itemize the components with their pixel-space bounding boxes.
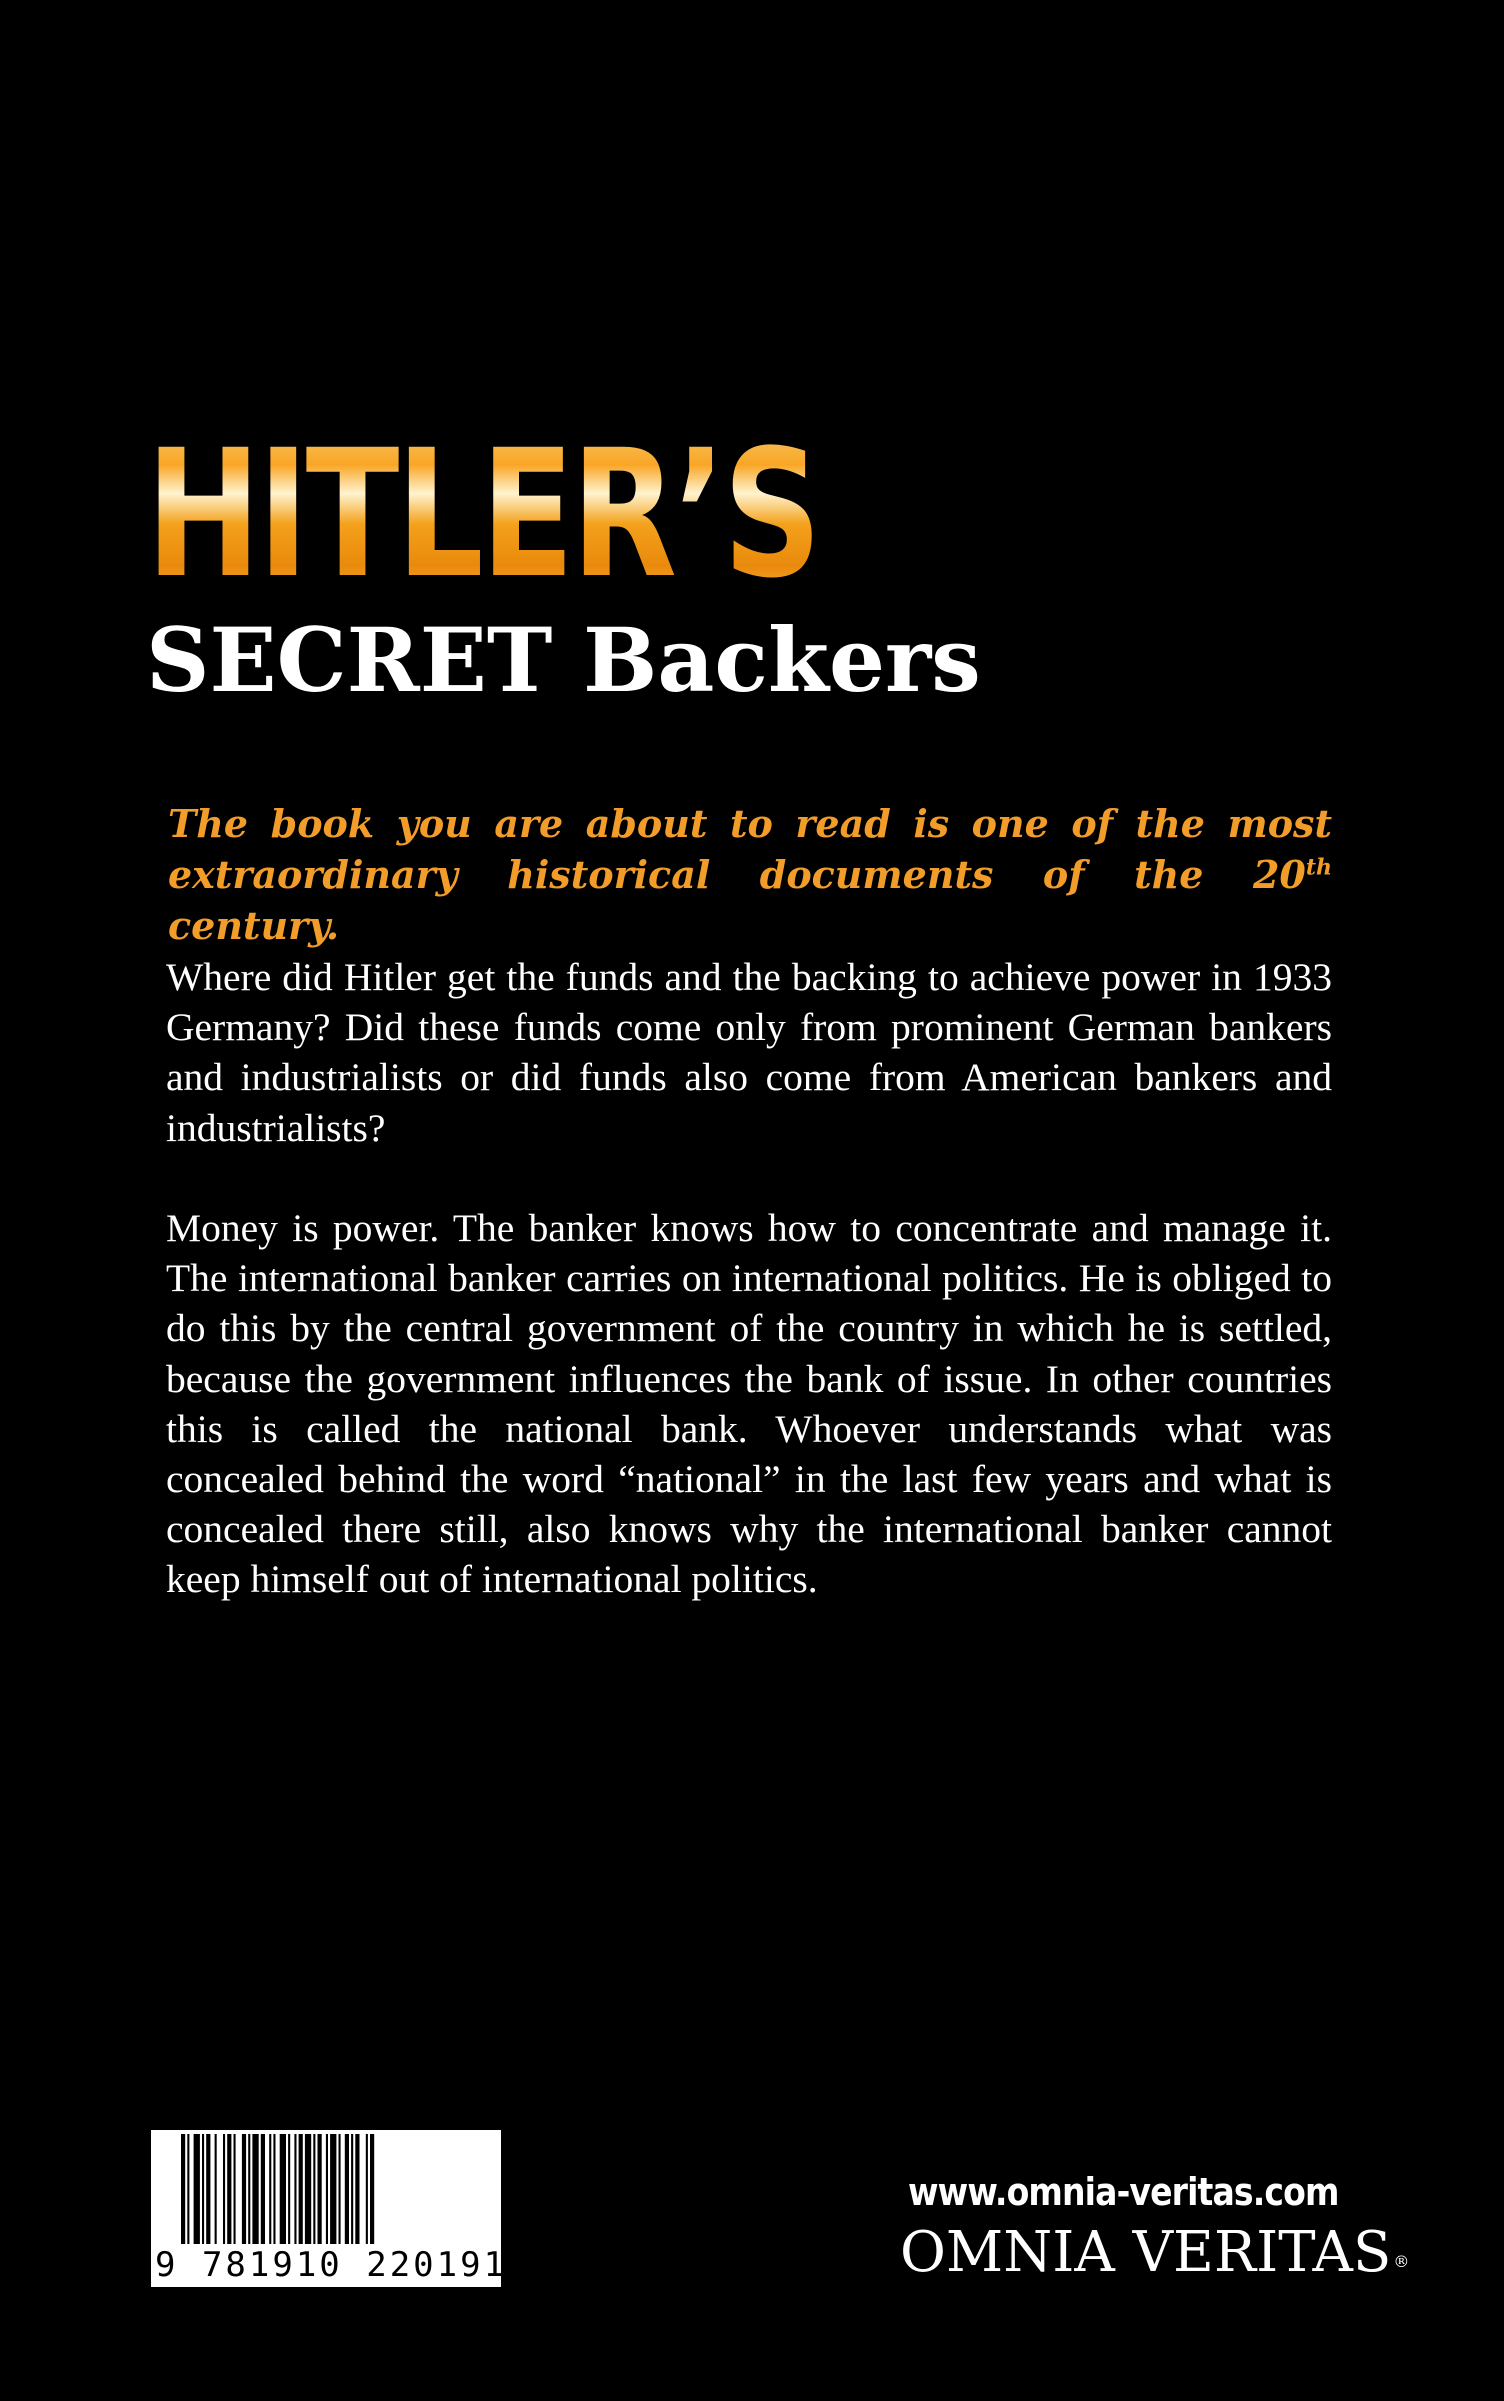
barcode-bar <box>313 2134 315 2244</box>
blurb-paragraph-1: Where did Hitler get the funds and the backing to achieve power in 1933 Germany? Did these funds come only from prominent German bankers and industrialists or did funds also come from American bankers and industrialists? <box>166 955 1332 1150</box>
barcode-bar <box>269 2134 271 2244</box>
blurb-paragraph-2: Money is power. The banker knows how to concentrate and manage it. The international banker carries on international politics. He is obliged to do this by the central government of the country in which he is settled, because the government influences the bank of issue. In other countries this is called the national bank. Whoever understands what was concealed behind the word “national” in the last few years and what is concealed there still, also knows why the international banker cannot keep himself out of international politics. <box>166 1206 1332 1602</box>
barcode-bar <box>288 2134 290 2244</box>
barcode-bar <box>181 2134 185 2244</box>
barcode-bar <box>370 2134 374 2244</box>
book-title-main: HITLER’S <box>146 412 819 617</box>
tagline-text: The book you are about to read is one of the most extraordinary historical documents of the 20 <box>168 801 1332 897</box>
barcode-bar <box>273 2134 275 2244</box>
barcode-bar <box>318 2134 322 2244</box>
barcode-bar <box>252 2134 258 2244</box>
barcode-bar <box>351 2134 353 2244</box>
barcode-bar <box>339 2134 341 2244</box>
barcode-bar <box>227 2134 231 2244</box>
isbn-digits: 9 781910 220191 <box>155 2245 508 2285</box>
publisher-logo-text: OMNIA VERITAS <box>900 2220 1392 2285</box>
barcode-bar <box>355 2134 359 2244</box>
barcode-bar <box>299 2134 303 2244</box>
barcode-bar <box>215 2134 217 2244</box>
barcode-bar <box>187 2134 189 2244</box>
barcode-bar <box>326 2134 328 2244</box>
barcode-bar <box>330 2134 336 2244</box>
barcode-bar <box>248 2134 250 2244</box>
barcode-bar <box>206 2134 210 2244</box>
barcode-bar <box>305 2134 311 2244</box>
barcode-bar <box>261 2134 265 2244</box>
barcode-bar <box>223 2134 225 2244</box>
tagline-superscript: th <box>1305 854 1332 881</box>
barcode-bar <box>242 2134 246 2244</box>
barcode-bar <box>194 2134 200 2244</box>
barcode-bar <box>280 2134 286 2244</box>
registered-mark: ® <box>1393 2252 1410 2271</box>
barcode-bar <box>294 2134 296 2244</box>
tagline <box>168 798 1332 951</box>
barcode-bar <box>345 2134 349 2244</box>
tagline-text-end: century. <box>168 903 340 948</box>
barcode-bar <box>366 2134 368 2244</box>
barcode-bar <box>202 2134 204 2244</box>
barcode-bar <box>234 2134 236 2244</box>
publisher-website: www.omnia-veritas.com <box>908 2170 1339 2214</box>
publisher-logo <box>900 2221 1409 2294</box>
isbn-barcode <box>151 2130 508 2287</box>
book-title-sub: SECRET Backers <box>146 608 981 712</box>
